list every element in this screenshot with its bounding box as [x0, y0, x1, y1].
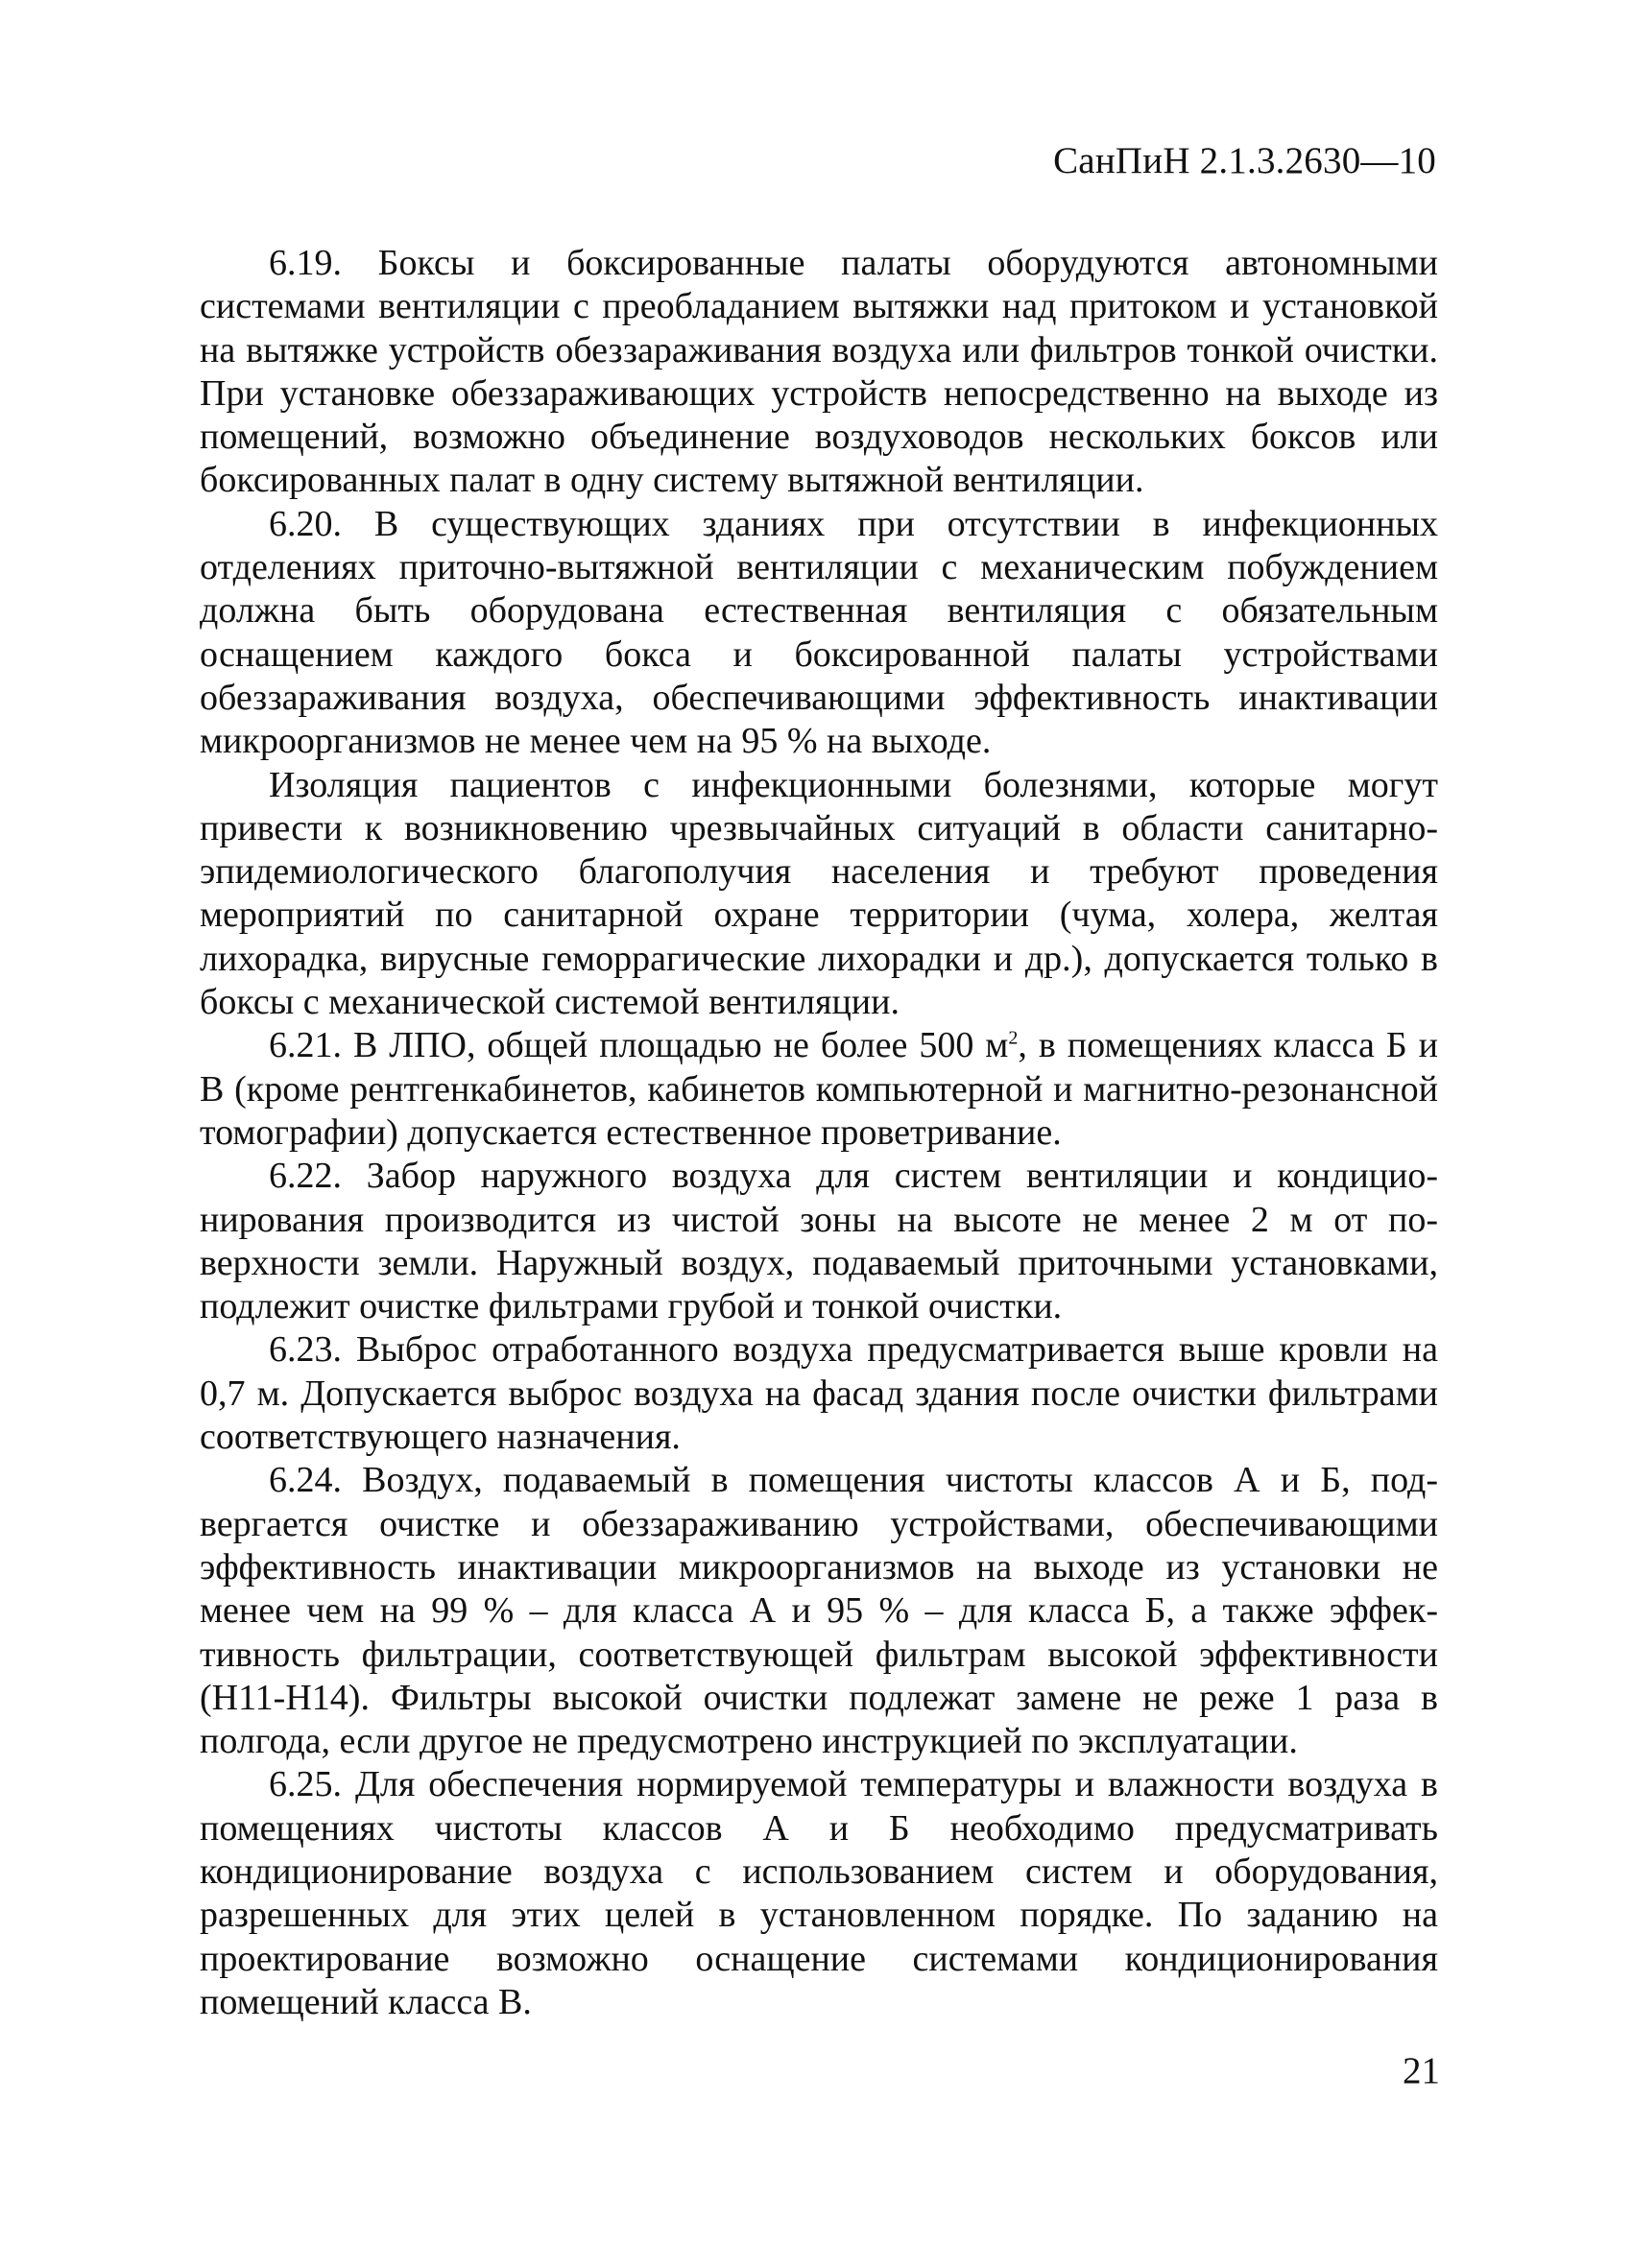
document-body: [200, 242, 1438, 2024]
paragraph-6-21-text-after: , в помещениях класса Б и В (кроме рентгенкабинетов, кабинетов компьютерной и магнитно-резонансной томографии) допускается естественное проветривание.: [200, 1025, 1438, 1153]
paragraph-6-21-text-before: 6.21. В ЛПО, общей площадью не более 500 м: [269, 1025, 1009, 1066]
paragraph-6-25: 6.25. Для обеспечения нормируемой температуры и влажности воздуха в помещениях чистоты классов А и Б необходимо предусматривать кондиционирование воздуха с использованием систем и оборудования, разрешенных для этих целей в установленном порядке. По заданию на проектирование возможно оснащение системами кондиционирования помещений класса В.: [200, 1764, 1438, 2022]
paragraph-6-22: 6.22. Забор наружного воздуха для систем вентиляции и кондиционирования производится из чистой зоны на высоте не менее 2 м от поверхности земли. Наружный воздух, подаваемый приточными установками, подлежит очистке фильтрами грубой и тонкой очистки.: [200, 1156, 1438, 1327]
paragraph-6-24: 6.24. Воздух, подаваемый в помещения чистоты классов А и Б, подвергается очистке и обеззараживанию устройствами, обеспечивающими эффективность инактивации микроорганизмов на выходе из установки не менее чем на 99 % – для класса А и 95 % – для класса Б, а также эффективность фильтрации, соответствующей фильтрам высокой эффективности (Н11-Н14). Фильтры высокой очистки подлежат замене не реже 1 раза в полгода, если другое не предусмотрено инструкцией по эксплуатации.: [200, 1460, 1438, 1762]
paragraph-6-20: 6.20. В существующих зданиях при отсутствии в инфекционных отделениях приточно-вытяжной вентиляции с механическим побуждением должна быть оборудована естественная вентиляция с обязательным оснащением каждого бокса и боксированной палаты устройствами обеззараживания воздуха, обеспечивающими эффективность инактивации микроорганизмов не менее чем на 95 % на выходе.: [200, 503, 1438, 762]
paragraph-6-19: 6.19. Боксы и боксированные палаты оборудуются автономными системами вентиляции с преобладанием вытяжки над притоком и установкой на вытяжке устройств обеззараживания воздуха или фильтров тонкой очистки. При установке обеззараживающих устройств непосредственно на выходе из помещений, возможно объединение воздуховодов нескольких боксов или боксированных палат в одну систему вытяжной вентиляции.: [200, 243, 1438, 501]
paragraph-6-23: 6.23. Выброс отработанного воздуха предусматривается выше кровли на 0,7 м. Допускается выброс воздуха на фасад здания после очистки фильтрами соответствующего назначения.: [200, 1329, 1438, 1458]
paragraph-isolation: Изоляция пациентов с инфекционными болезнями, которые могут привести к возникновению чрезвычайных ситуаций в области санитарно-эпидемиологического благополучия населения и требуют проведения мероприятий по санитарной охране территории (чума, холера, желтая лихорадка, вирусные геморрагические лихорадки и др.), допускается только в боксы с механической системой вентиляции.: [200, 764, 1438, 1023]
area-unit-superscript: 2: [1008, 1027, 1019, 1049]
paragraph-6-21: [200, 1024, 1438, 1155]
page-number: 21: [1403, 2050, 1440, 2091]
document-code-header: СанПиН 2.1.3.2630—10: [1053, 140, 1436, 181]
